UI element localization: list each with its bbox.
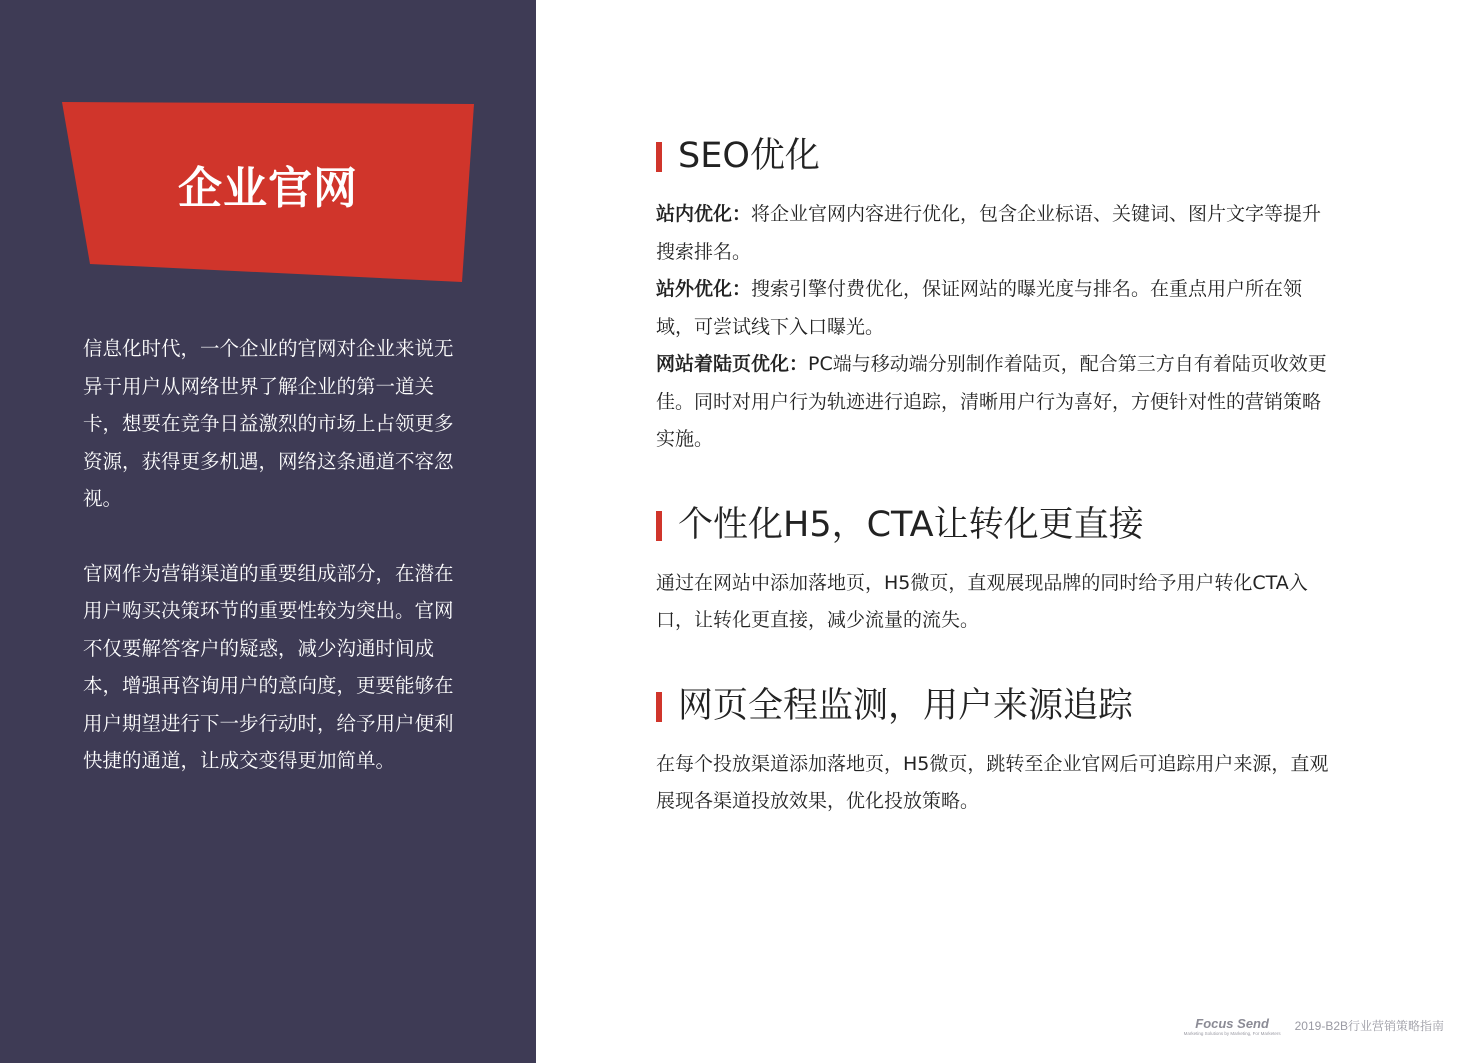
footer-guide-title: 2019-B2B行业营销策略指南 — [1294, 1019, 1444, 1033]
item-text: 将企业官网内容进行优化，包含企业标语、关键词、图片文字等提升搜索排名。 — [656, 203, 1322, 263]
page-title: 企业官网 — [178, 163, 358, 214]
heading-accent-bar — [656, 511, 662, 541]
seo-item-landing — [656, 346, 1332, 459]
item-label: 站外优化： — [656, 278, 752, 300]
intro-paragraph-1: 信息化时代，一个企业的官网对企业来说无异于用户从网络世界了解企业的第一道关卡，想要在竞争日益激烈的市场上占领更多资源，获得更多机遇，网络这条通道不容忽视。 — [83, 337, 454, 510]
item-label: 站内优化： — [656, 203, 752, 225]
section-text: 通过在网站中添加落地页，H5微页，直观展现品牌的同时给予用户转化CTA入口，让转化更直接，减少流量的流失。 — [656, 571, 1308, 631]
section-seo — [656, 130, 1332, 459]
intro-paragraph-2: 官网作为营销渠道的重要组成部分，在潜在用户购买决策环节的重要性较为突出。官网不仅要解答客户的疑惑，减少沟通时间成本，增强再咨询用户的意向度，更要能够在用户期望进行下一步行动时，给予用户便利快捷的通道，让成交变得更加简单。 — [83, 561, 454, 772]
section-heading-text: 个性化H5，CTA让转化更直接 — [678, 504, 1144, 545]
section-monitoring — [656, 680, 1332, 821]
focussend-logo — [1184, 1017, 1281, 1037]
section-heading — [656, 130, 1332, 182]
heading-accent-bar — [656, 142, 662, 172]
heading-accent-bar — [656, 692, 662, 722]
item-text: 搜索引擎付费优化，保证网站的曝光度与排名。在重点用户所在领域，可尝试线下入口曝光。 — [656, 278, 1303, 338]
logo-text: Focus Send — [1195, 1016, 1269, 1031]
intro-text — [83, 330, 457, 817]
seo-item-onsite — [656, 196, 1332, 271]
section-heading — [656, 680, 1332, 732]
section-h5-cta — [656, 499, 1332, 640]
section-heading — [656, 499, 1332, 551]
seo-item-offsite — [656, 271, 1332, 346]
section-heading-text: 网页全程监测，用户来源追踪 — [678, 685, 1134, 726]
section-heading-text: SEO优化 — [678, 136, 820, 176]
logo-tagline: Marketing Solutions by Marketing, For Marketers — [1183, 1031, 1281, 1036]
section-text: 在每个投放渠道添加落地页，H5微页，跳转至企业官网后可追踪用户来源，直观展现各渠道投放效果，优化投放策略。 — [656, 752, 1329, 812]
title-banner — [62, 102, 474, 282]
main-content — [656, 130, 1332, 861]
sidebar-panel — [0, 0, 536, 1063]
footer — [1184, 1017, 1444, 1043]
item-label: 网站着陆页优化： — [656, 353, 809, 375]
item-text: PC端与移动端分别制作着陆页，配合第三方自有着陆页收效更佳。同时对用户行为轨迹进行追踪，清晰用户行为喜好，方便针对性的营销策略实施。 — [656, 353, 1327, 450]
